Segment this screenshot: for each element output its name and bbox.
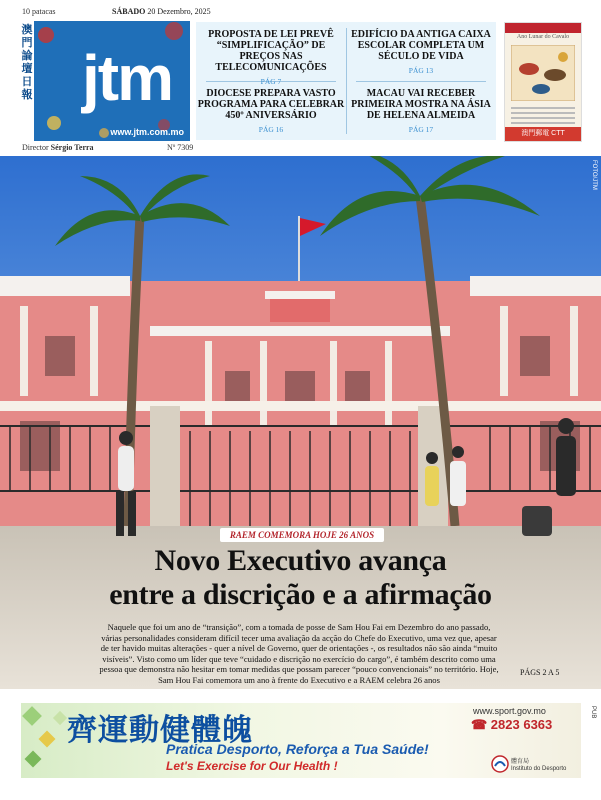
teaser-page: PÁG 7 [260,77,282,86]
masthead-logo[interactable] [34,21,190,141]
pub-tag: PUB [590,706,596,719]
stamp-advert[interactable] [504,22,582,142]
teaser-item[interactable] [346,88,496,134]
teaser-item[interactable] [346,29,496,75]
photo-credit: FOTO/JTM [591,160,597,190]
ad-phone[interactable]: ☎ 2823 6363 [471,717,553,732]
date [112,7,211,16]
logo-text: jtm [82,42,172,114]
stamp-title: Ano Lunar do Cavalo [516,34,570,40]
stamp-text-lines [511,107,575,127]
teaser-page: PÁG 16 [258,125,284,134]
price: 10 patacas [22,7,56,16]
stamp-header-bar [505,23,581,33]
ad-chinese-slogan: 齊運動健體魄 [67,713,253,748]
chinese-title: 澳門論壇日報 [21,24,33,101]
sport-advert[interactable] [21,703,581,778]
story-pages[interactable]: PÁGS 2 A 5 [520,668,560,677]
date-rest: 20 Dezembro, 2025 [145,7,211,16]
date-day: SÁBADO [112,7,146,16]
stamp-brand: 澳門郵電 CTT [505,127,581,141]
horse-stamp-image [511,45,575,101]
teaser-title: MACAU VAI RECEBER PRIMEIRA MOSTRA NA ÁSIA DE HELENA ALMEIDA [351,88,491,121]
headline-line-1[interactable]: Novo Executivo avança [154,544,447,577]
story-lead: Naquele que foi um ano de “transição”, com a tomada de posse de Sam Hou Fai em Dezembro do ano passado, várias personalidades consideram difícil tecer uma avaliação da acção do Chefe do Executivo, uma vez que, apesar de ter havido muitas alterações - quer a nível de Governo, quer de orientações -, os resultados não são ainda “muito visíveis”. Visto como um líder que teve “cuidado e discrição no exercício do cargo”, é também descrito como uma pessoa que demonstra não hesitar em tomar medidas que possam parecer “pouco convencionais” no território. Hoje, Sam Hou Fai comemora um ano à frente do Executivo e a RAEM celebra 26 anos [99,622,499,685]
headline-line-2[interactable]: entre a discrição e a afirmação [109,578,492,611]
teaser-title: EDIFÍCIO DA ANTIGA CAIXA ESCOLAR COMPLETA UM SÉCULO DE VIDA [351,29,491,62]
director-label: Director [22,143,49,152]
story-kicker: RAEM COMEMORA HOJE 26 ANOS [220,528,384,542]
logo-url[interactable]: www.jtm.com.mo [110,127,184,137]
teaser-page: PÁG 17 [408,125,434,134]
sport-institute-logo-icon [491,755,509,773]
director [22,143,94,152]
teaser-item[interactable] [196,29,346,86]
teaser-page: PÁG 13 [408,66,434,75]
ad-english-slogan: Let's Exercise for Our Health ! [166,759,338,773]
ad-institution [511,759,566,773]
teaser-title: DIOCESE PREPARA VASTO PROGRAMA PARA CELEBRAR 450º ANIVERSÁRIO [197,88,345,121]
teaser-divider-right [356,81,486,82]
teaser-panel [196,22,496,140]
ad-url[interactable]: www.sport.gov.mo [473,706,546,716]
teaser-title: PROPOSTA DE LEI PREVÊ “SIMPLIFICAÇÃO” DE PREÇOS NAS TELECOMUNICAÇÕES [208,29,334,73]
ad-institution-cn: 體育局 [511,759,530,765]
ad-portuguese-slogan: Pratica Desporto, Reforça a Tua Saúde! [166,741,429,757]
ad-institution-pt: Instituto do Desporto [511,766,567,772]
teaser-item[interactable] [196,88,346,134]
director-name: Sérgio Terra [50,143,94,152]
issue-number: Nº 7309 [167,143,194,152]
